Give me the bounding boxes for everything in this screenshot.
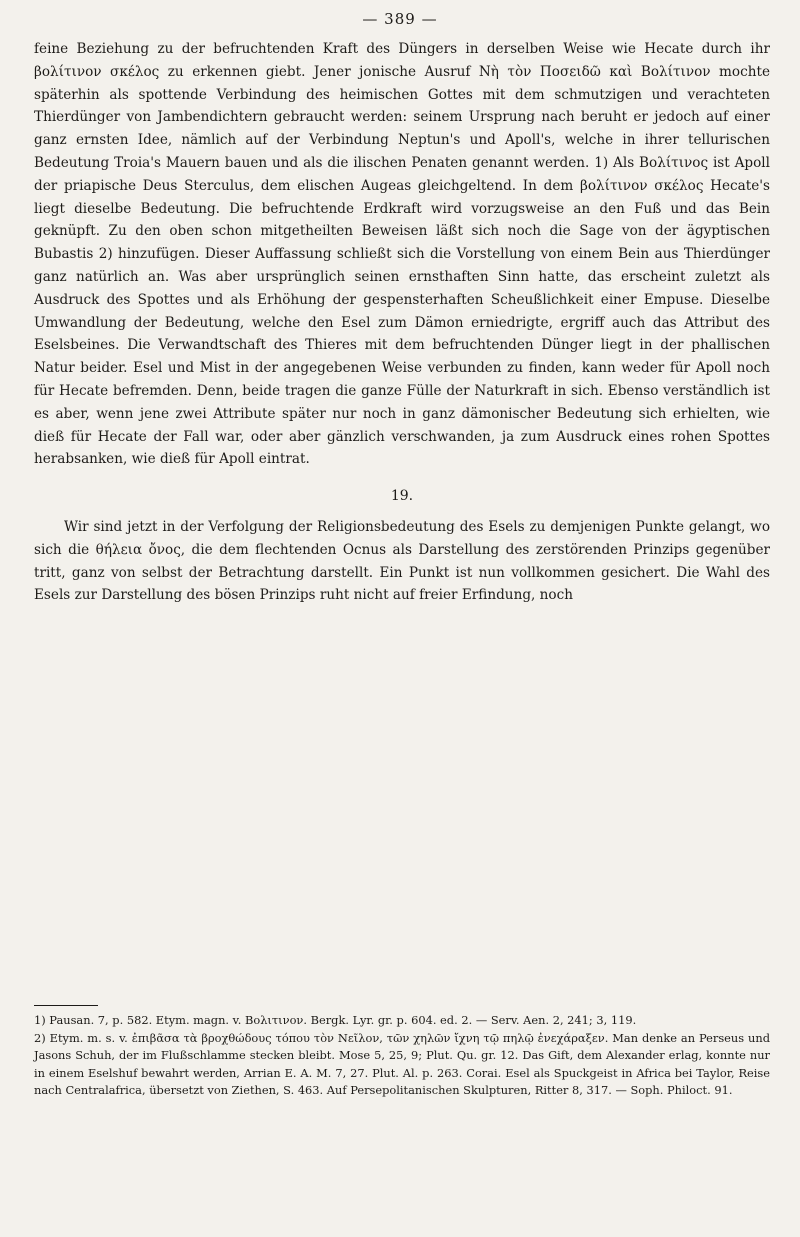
footnotes [34,1012,770,1100]
paragraph: Wir sind jetzt in der Verfolgung der Religionsbedeutung des Esels zu demjenigen Punkte gelangt, wo sich die θήλεια ὄνος, die dem flechtenden Ocnus als Darstellung des zerstörenden Prinzips gegenüber tritt, ganz von selbst der Betrachtung darstellt. Ein Punkt ist nun vollkommen gesichert. Die Wahl des Esels zur Darstellung des bösen Prinzips ruht nicht auf freier Erfindung, noch [34,518,770,604]
paragraph: feine Beziehung zu der befruchtenden Kraft des Düngers in derselben Weise wie Hecate durch ihr βολίτινον σκέλος zu erkennen giebt. Jener jonische Ausruf Νὴ τὸν Ποσειδῶ καὶ Βολίτινον mochte späterhin als spottende Verbindung des heimischen Gottes mit dem schmutzigen und verachteten Thierdünger von Jambendichtern gebraucht werden: seinem Ursprung nach beruht er jedoch auf einer ganz ernsten Idee, nämlich auf der Verbindung Neptun's und Apoll's, welche in ihrer tellurischen Bedeutung Troia's Mauern bauen und als die ilischen Penaten genannt werden. 1) Als Βολίτινος ist Apoll der priapische Deus Sterculus, dem elischen Augeas gleichgeltend. In dem βολίτινον σκέλος Hecate's liegt dieselbe Bedeutung. Die befruchtende Erdkraft wird vorzugsweise an den Fuß und das Bein geknüpft. Zu den oben schon mitgetheilten Beweisen läßt sich noch die Sage von der ägyptischen Bubastis 2) hinzufügen. Dieser Auffassung schließt sich die Vorstellung von einem Bein aus Thierdünger ganz natürlich an. Was aber ursprünglich seinen ernsthaften Sinn hatte, das erscheint zuletzt als Ausdruck des Spottes und als Erhöhung der gespensterhaften Scheußlichkeit einer Empuse. Dieselbe Umwandlung der Bedeutung, welche den Esel zum Dämon erniedrigte, ergriff auch das Attribut des Eselsbeines. Die Verwandtschaft des Thieres mit dem befruchtenden Dünger liegt in der phallischen Natur beider. Esel und Mist in der angegebenen Weise verbunden zu finden, kann weder für Apoll noch für Hecate befremden. Denn, beide tragen die ganze Fülle der Naturkraft in sich. Ebenso verständlich ist es aber, wenn jene zwei Attribute später nur noch in ganz dämonischer Bedeutung sich erhielten, wie dieß für Hecate der Fall war, oder aber gänzlich verschwanden, ja zum Ausdruck eines rohen Spottes herabsanken, wie dieß für Apoll eintrat. [34,41,770,468]
footnote: 1) Pausan. 7, p. 582. Etym. magn. v. Βολιτινον. Bergk. Lyr. gr. p. 604. ed. 2. — Serv. Aen. 2, 241; 3, 119. [34,1013,637,1027]
section-number: 19. [390,488,414,505]
page-number: — 389 — [362,10,438,28]
body-text [34,38,770,607]
footnote: 2) Etym. m. s. v. ἐπιβᾶσα τὰ βροχθώδους τόπου τὸν Νεῖλον, τῶν χηλῶν ἴχνη τῷ πηλῷ ἐνεχάραξεν. Man denke an Perseus und Jasons Schuh, der im Flußschlamme stecken bleibt. Mose 5, 25, 9; Plut. Qu. gr. 12. Das Gift, dem Alexander erlag, konnte nur in einem Eselshuf bewahrt werden, Arrian E. A. M. 7, 27. Plut. Al. p. 263. Corai. Esel als Spuckgeist in Africa bei Taylor, Reise nach Centralafrica, übersetzt von Ziethen, S. 463. Auf Persepolitanischen Skulpturen, Ritter 8, 317. — Soph. Philoct. 91. [34,1030,770,1098]
footnote-divider [34,1005,98,1006]
